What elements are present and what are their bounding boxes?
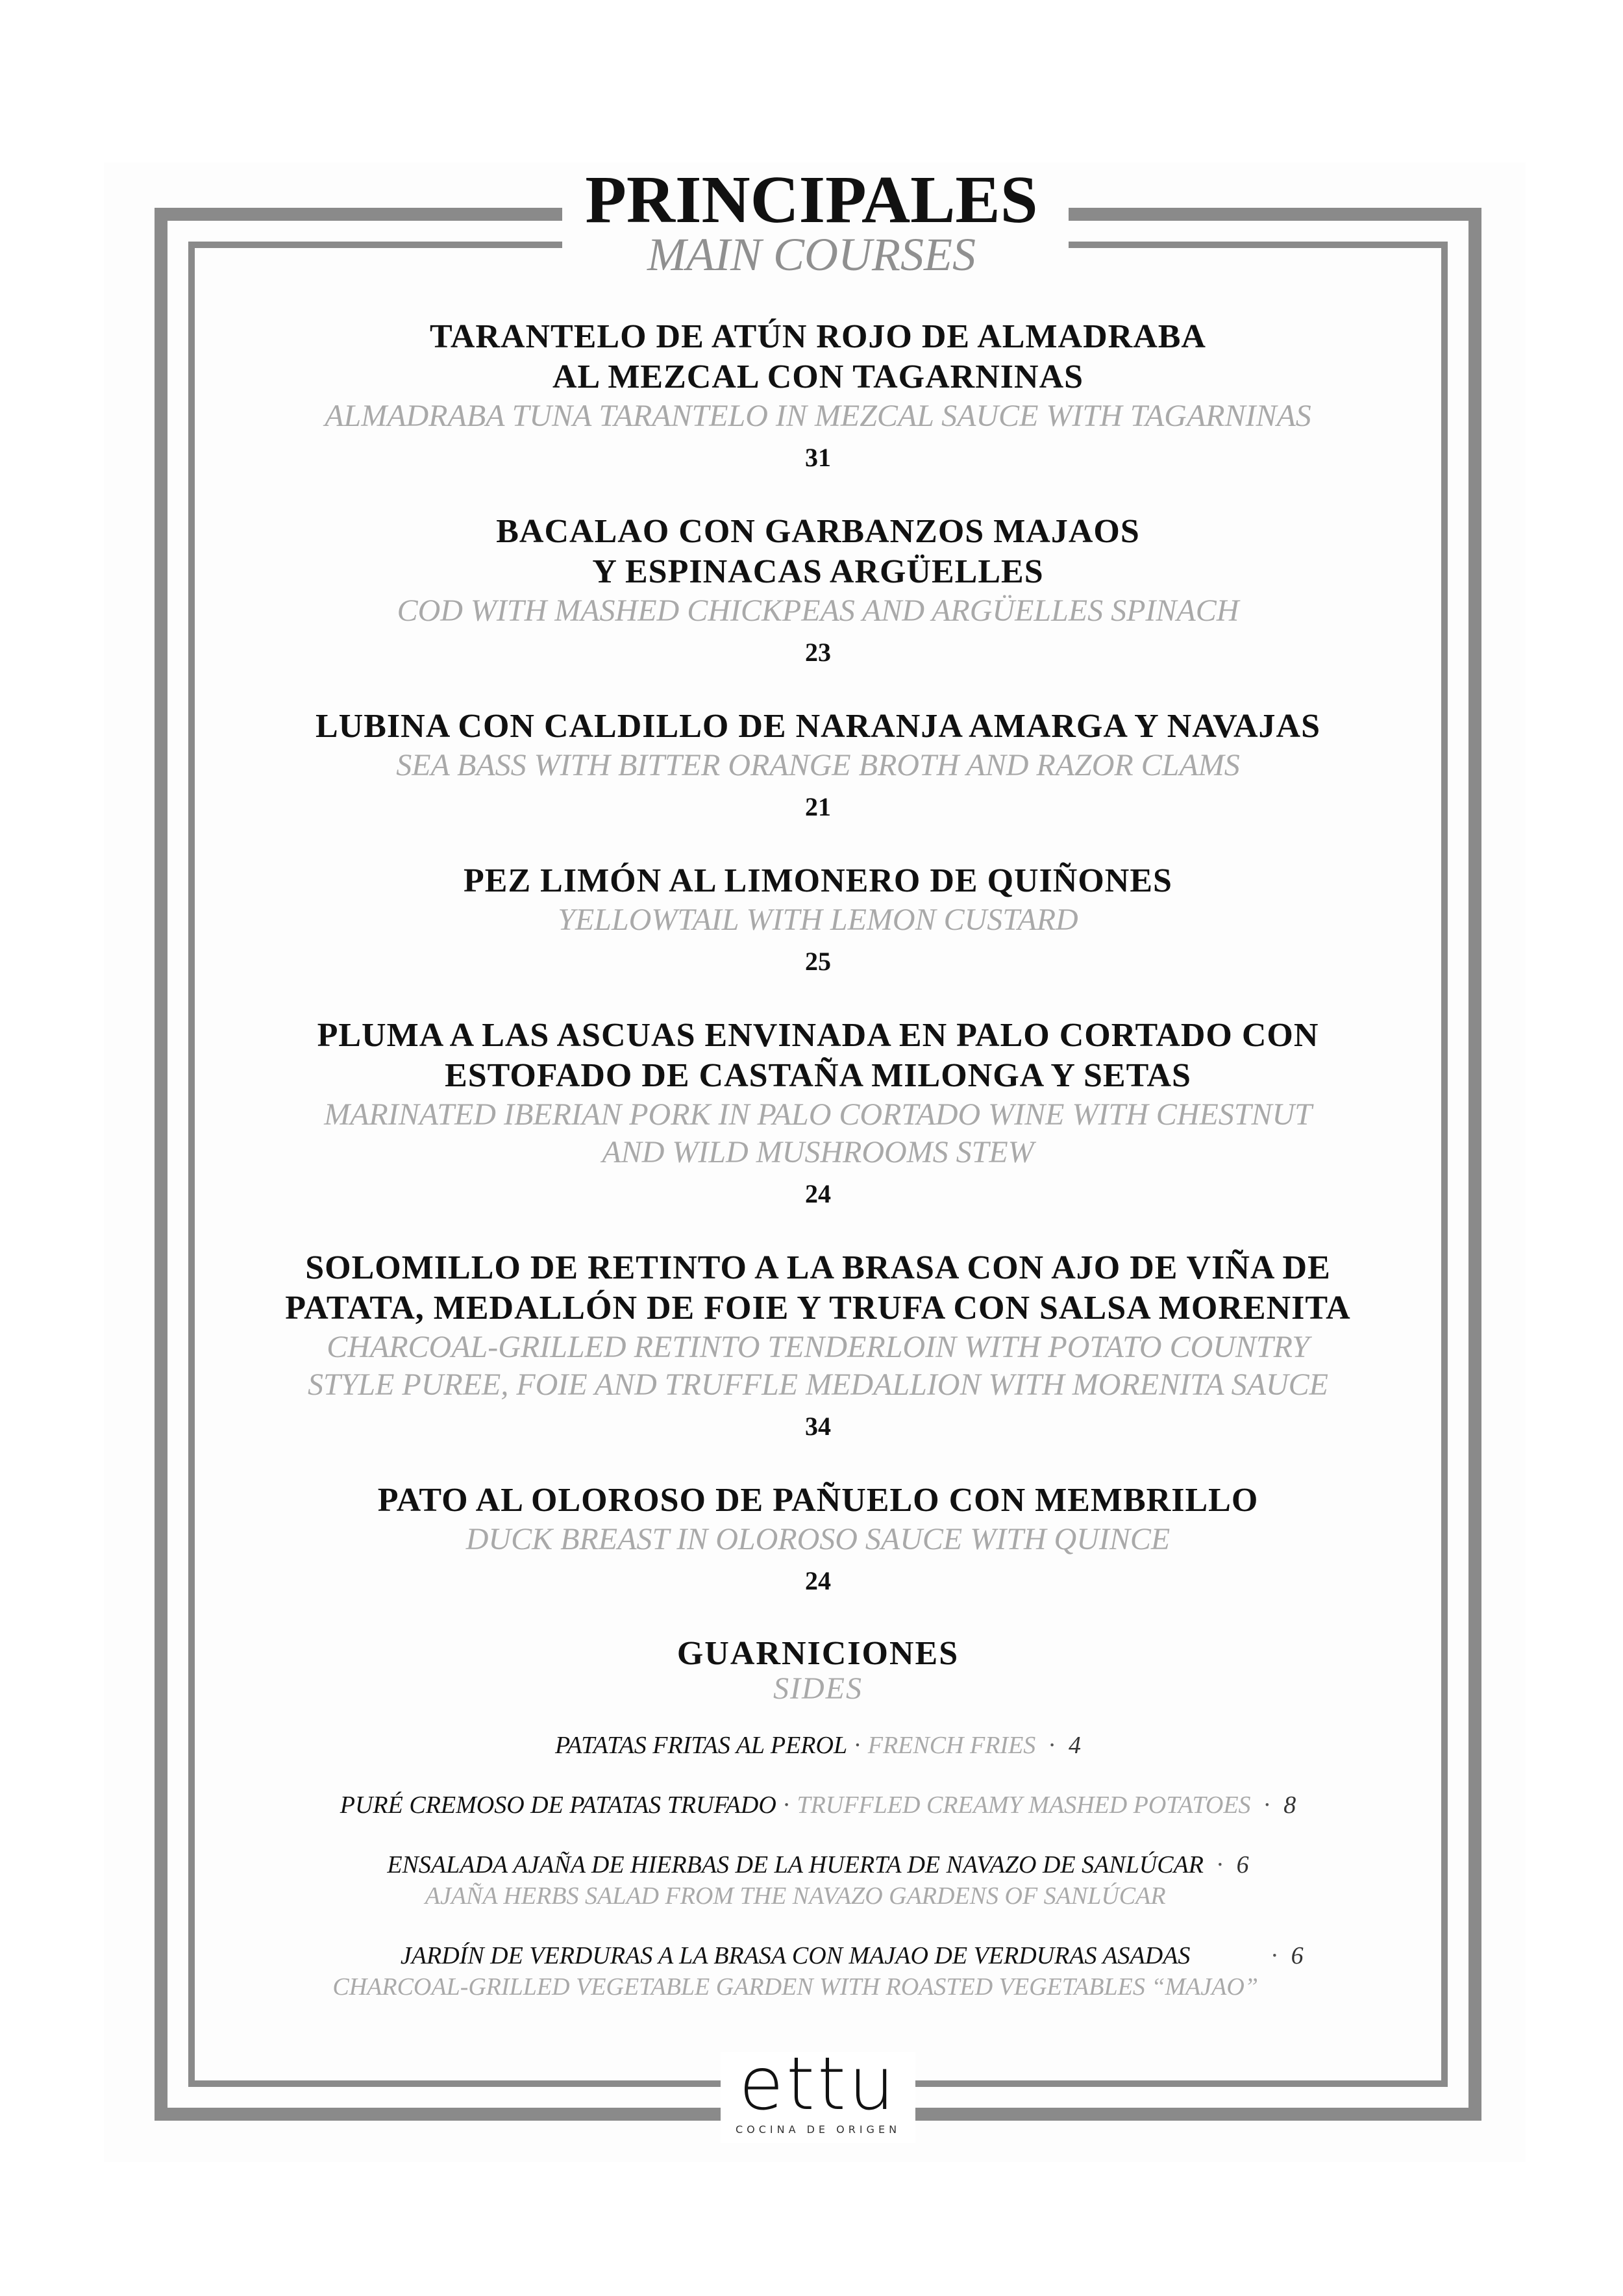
dish-name: PLUMA A LAS ASCUAS ENVINADA EN PALO CORTADO CON ESTOFADO DE CASTAÑA MILONGA Y SETAS <box>317 1017 1319 1094</box>
dish-name: LUBINA CON CALDILLO DE NARANJA AMARGA Y NAVAJAS <box>316 708 1320 745</box>
side-item <box>214 1849 1422 1912</box>
dish-name: PATO AL OLOROSO DE PAÑUELO CON MEMBRILLO <box>377 1482 1259 1519</box>
separator-dot: · <box>1216 1851 1224 1878</box>
dish-price: 25 <box>805 947 831 976</box>
dish-price: 24 <box>805 1566 831 1595</box>
page-title: PRINCIPALES <box>585 162 1038 237</box>
dish-item <box>214 861 1422 982</box>
menu-content <box>214 317 1422 2031</box>
dish-item <box>214 1016 1422 1214</box>
dish-name: SOLOMILLO DE RETINTO A LA BRASA CON AJO DE VIÑA DE PATATA, MEDALLÓN DE FOIE Y TRUFA CON SALSA MORENITA <box>285 1249 1351 1327</box>
dish-price: 24 <box>805 1179 831 1208</box>
dish-price: 34 <box>805 1412 831 1441</box>
dish-item <box>214 1248 1422 1447</box>
dish-item <box>214 1480 1422 1601</box>
dish-name: BACALAO CON GARBANZOS MAJAOS Y ESPINACAS ARGÜELLES <box>496 513 1140 590</box>
dish-english-name: COD WITH MASHED CHICKPEAS AND ARGÜELLES SPINACH <box>397 593 1239 628</box>
separator-dot: · <box>1270 1942 1279 1969</box>
side-price: 4 <box>1068 1732 1081 1759</box>
separator-dot: · <box>782 1791 791 1819</box>
side-text-block <box>387 1849 1204 1912</box>
dish-english-name: CHARCOAL-GRILLED RETINTO TENDERLOIN WITH POTATO COUNTRY STYLE PUREE, FOIE AND TRUFFLE MEDALLION WITH MORENITA SAUCE <box>308 1330 1328 1402</box>
side-price: 6 <box>1291 1942 1304 1969</box>
side-spanish-name: PATATAS FRITAS AL PEROL <box>555 1732 848 1759</box>
side-english-name: CHARCOAL-GRILLED VEGETABLE GARDEN WITH ROASTED VEGETABLES “MAJAO” <box>332 1973 1258 2001</box>
side-item <box>214 1940 1422 2003</box>
side-english-name: TRUFFLED CREAMY MASHED POTATOES <box>797 1791 1251 1819</box>
side-spanish-name: JARDÍN DE VERDURAS A LA BRASA CON MAJAO DE VERDURAS ASADAS <box>400 1942 1191 1969</box>
side-spanish-name: PURÉ CREMOSO DE PATATAS TRUFADO <box>340 1791 776 1819</box>
side-text-block <box>332 1940 1258 2003</box>
dish-english-name: SEA BASS WITH BITTER ORANGE BROTH AND RAZOR CLAMS <box>396 748 1240 782</box>
separator-dot: · <box>1263 1791 1272 1819</box>
logo-tagline: COCINA DE ORIGEN <box>735 2123 901 2136</box>
side-spanish-name: ENSALADA AJAÑA DE HIERBAS DE LA HUERTA DE NAVAZO DE SANLÚCAR <box>387 1851 1204 1878</box>
side-price: 8 <box>1283 1791 1296 1819</box>
side-english-name: FRENCH FRIES <box>867 1732 1036 1759</box>
separator-dot: · <box>853 1732 862 1759</box>
dish-name: TARANTELO DE ATÚN ROJO DE ALMADRABA AL MEZCAL CON TAGARNINAS <box>430 318 1206 395</box>
dish-english-name: MARINATED IBERIAN PORK IN PALO CORTADO WINE WITH CHESTNUT AND WILD MUSHROOMS STEW <box>324 1097 1312 1169</box>
dish-item <box>214 706 1422 827</box>
side-price: 6 <box>1236 1851 1249 1878</box>
dish-price: 23 <box>805 638 831 667</box>
side-item <box>214 1790 1422 1821</box>
sides-heading <box>214 1635 1422 1705</box>
page-subtitle: MAIN COURSES <box>647 229 976 281</box>
dish-english-name: YELLOWTAIL WITH LEMON CUSTARD <box>558 903 1078 937</box>
dish-english-name: ALMADRABA TUNA TARANTELO IN MEZCAL SAUCE WITH TAGARNINAS <box>325 399 1311 433</box>
side-item <box>214 1730 1422 1761</box>
dish-item <box>214 512 1422 673</box>
separator-dot: · <box>1048 1732 1056 1759</box>
restaurant-logo <box>721 2042 915 2136</box>
logo-wordmark: ettu <box>739 2042 897 2127</box>
dish-english-name: DUCK BREAST IN OLOROSO SAUCE WITH QUINCE <box>465 1522 1171 1556</box>
sides-title: GUARNICIONES <box>676 1635 960 1672</box>
sides-subtitle: SIDES <box>773 1671 863 1706</box>
dish-item <box>214 317 1422 478</box>
dish-price: 21 <box>805 792 831 821</box>
dish-price: 31 <box>805 443 831 472</box>
side-english-name: AJAÑA HERBS SALAD FROM THE NAVAZO GARDENS OF SANLÚCAR <box>425 1882 1166 1910</box>
dish-name: PEZ LIMÓN AL LIMONERO DE QUIÑONES <box>464 862 1172 899</box>
